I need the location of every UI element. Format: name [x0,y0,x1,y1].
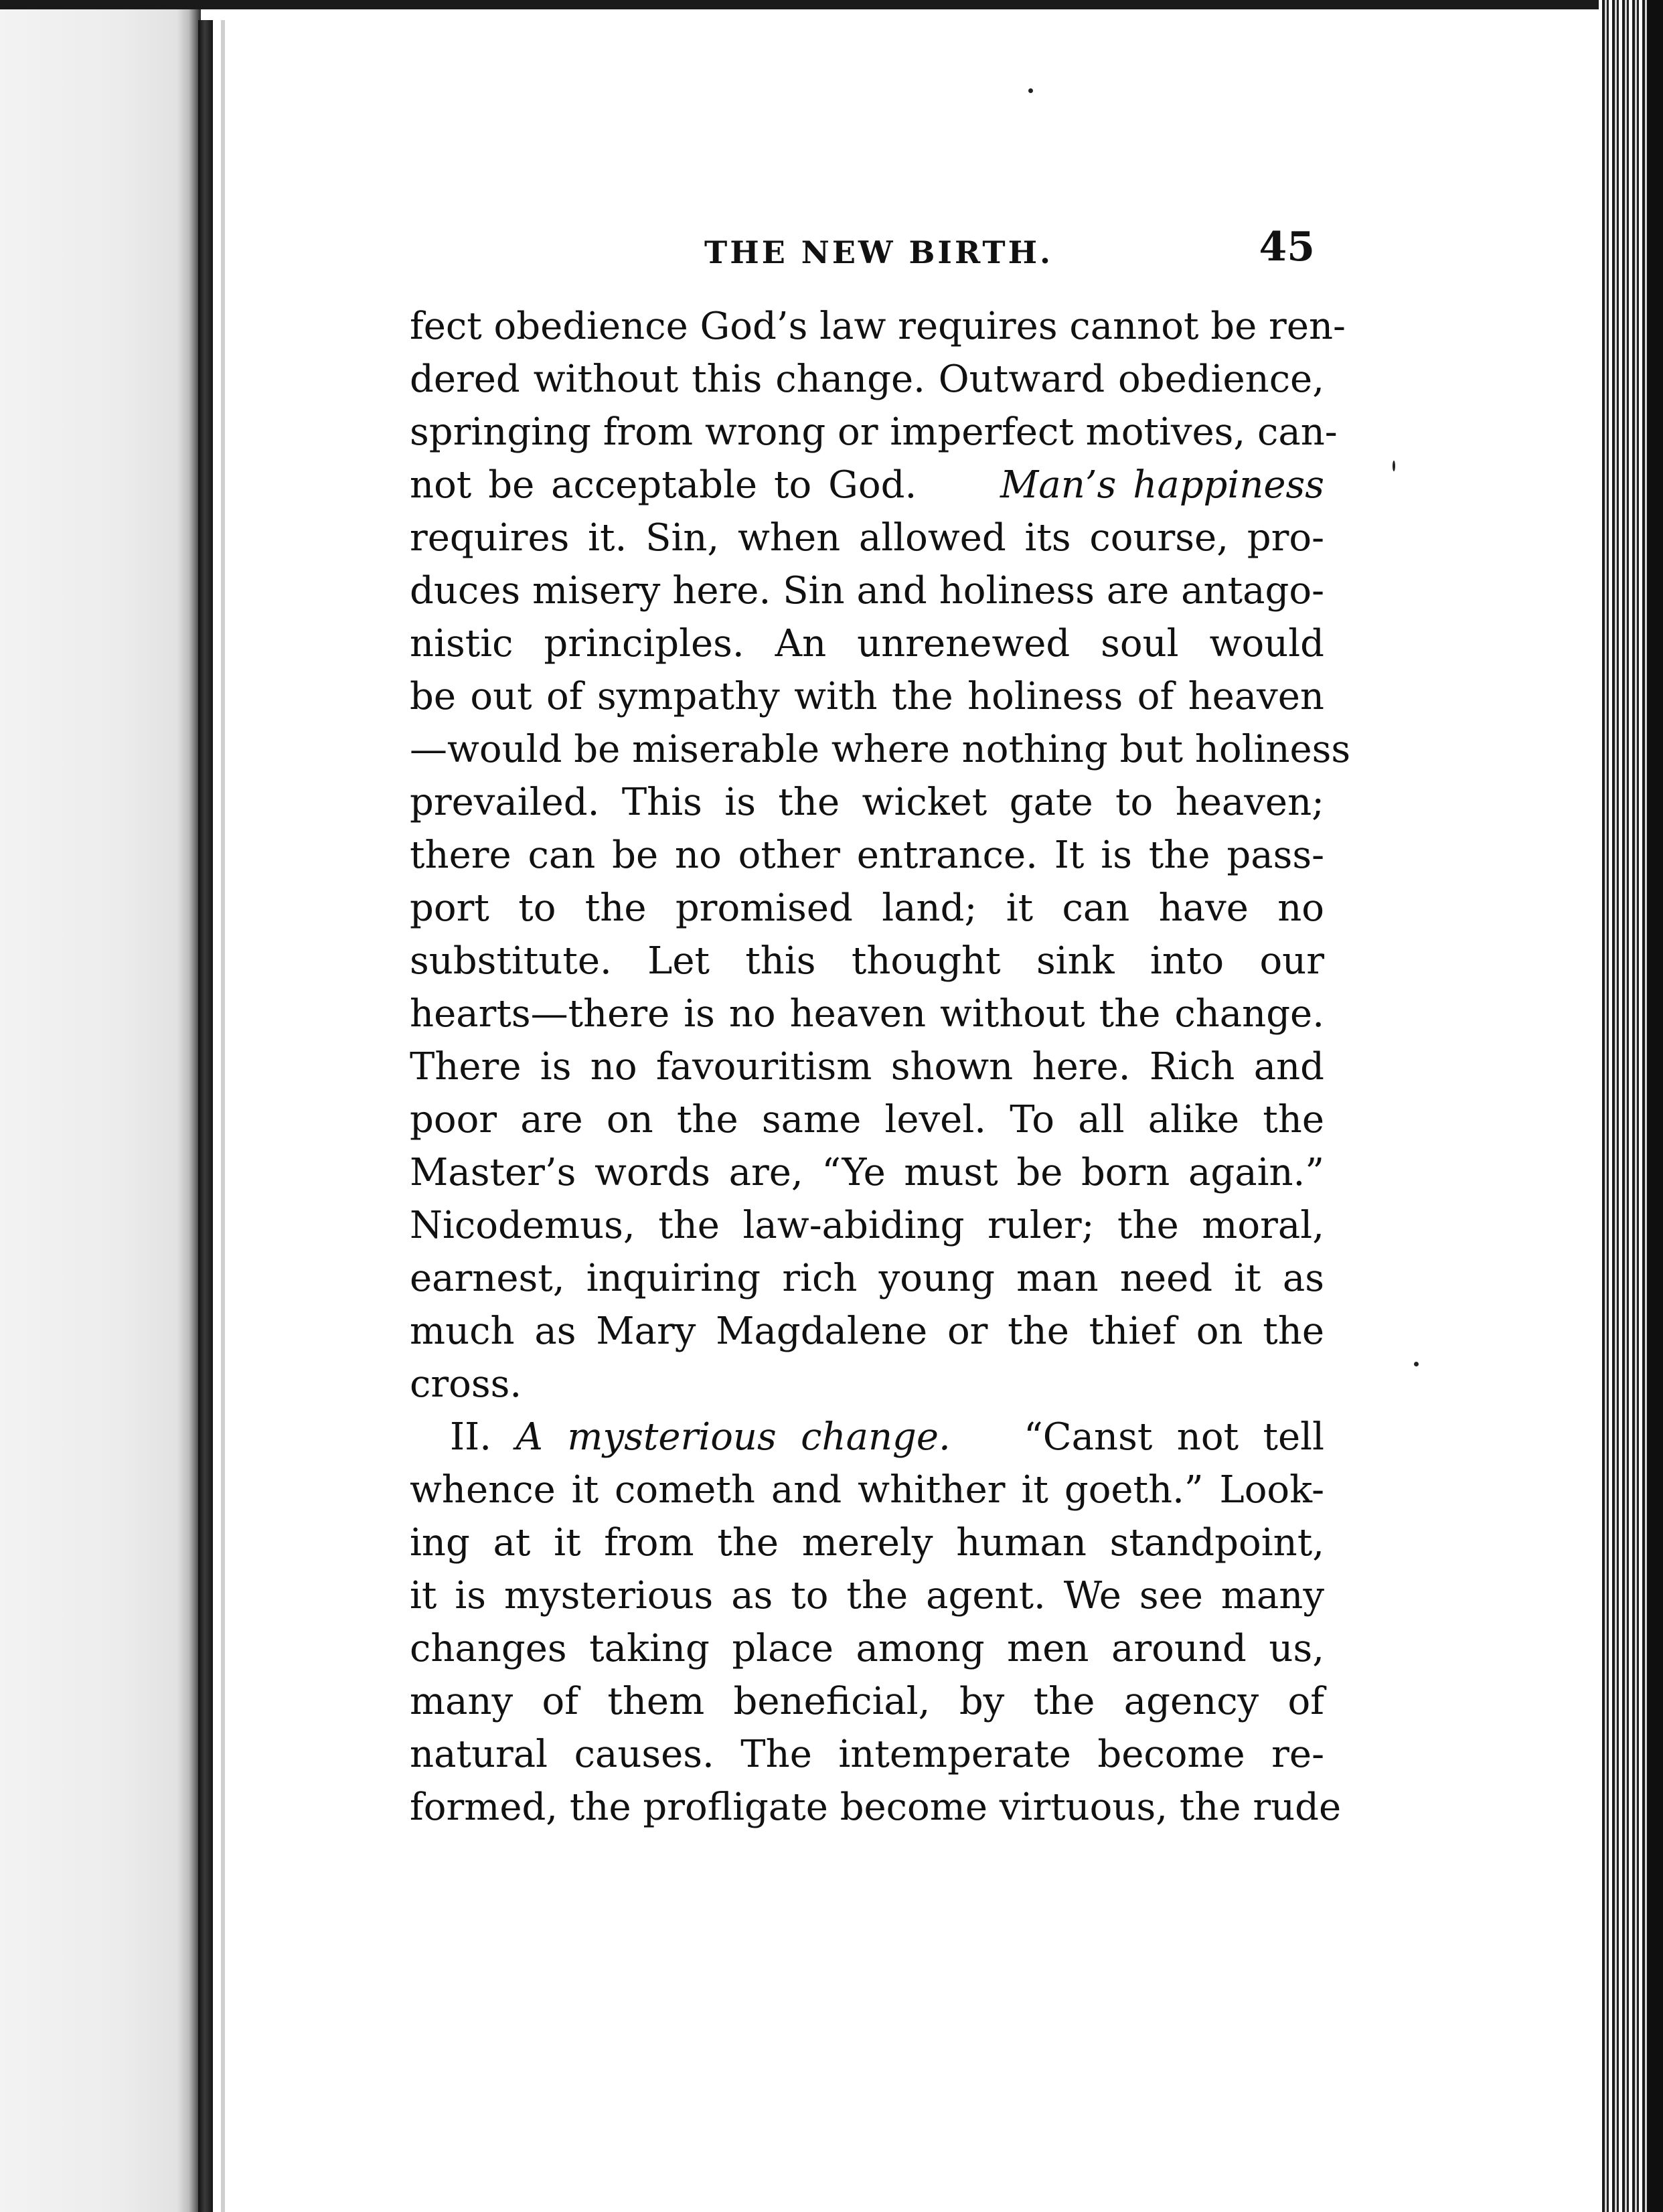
text-line: cross. [410,1362,522,1406]
text-line: requires it. Sin, when allowed its course, pro- [410,516,1324,560]
text-line: be out of sympathy with the holiness of heaven [410,675,1324,718]
scan-speck [1028,88,1033,93]
text-line: Nicodemus, the law-abiding ruler; the moral, [410,1204,1324,1247]
text-line: formed, the profligate become virtuous, the rude [410,1786,1342,1829]
text-line: natural causes. The intemperate become re- [410,1733,1324,1776]
page-edges-dark [1647,0,1663,2212]
text-line: ing at it from the merely human standpoint, [410,1521,1324,1565]
text-line: Master’s words are, “Ye must be born again.” [410,1151,1324,1194]
text-line: dered without this change. Outward obedience, [410,358,1324,401]
text-line: prevailed. This is the wicket gate to heaven; [410,781,1324,824]
section-numeral: II. [450,1415,492,1459]
book-spine-highlight [221,20,225,2212]
running-head [410,221,1324,274]
text-line [410,1411,1324,1464]
text-line [410,459,1324,511]
paragraph-1 [410,300,1351,1411]
book-spine-edge [198,20,213,2212]
text-line: port to the promised land; it can have no [410,886,1324,930]
text-line: whence it cometh and whither it goeth.” Look- [410,1468,1324,1512]
scan-speck [1414,1362,1419,1366]
paragraph-2 [410,1411,1342,1834]
text-line: substitute. Let this thought sink into our [410,939,1324,983]
scan-top-border [0,0,1663,9]
text-segment: “Canst not tell [1024,1415,1324,1459]
text-line: poor are on the same level. To all alike the [410,1098,1324,1141]
gutter-shadow [0,0,201,2212]
page-number: 45 [1259,224,1315,270]
scan-speck [1393,461,1395,471]
running-title: THE NEW BIRTH. [704,234,1054,270]
text-line: many of them beneficial, by the agency of [410,1680,1324,1723]
text-line: much as Mary Magdalene or the thief on the [410,1310,1324,1353]
text-line: it is mysterious as to the agent. We see many [410,1574,1324,1617]
text-line: changes taking place among men around us, [410,1627,1324,1670]
text-line: duces misery here. Sin and holiness are antago- [410,569,1324,613]
text-line: nistic principles. An unrenewed soul would [410,622,1324,665]
text-line: fect obedience God’s law requires cannot be ren- [410,305,1346,348]
text-line: earnest, inquiring rich young man need it as [410,1257,1324,1300]
section-heading: A mysterious change. [516,1415,951,1459]
text-line: springing from wrong or imperfect motives, can- [410,410,1338,454]
text-line: hearts—there is no heaven without the change. [410,992,1324,1036]
text-line: There is no favouritism shown here. Rich and [410,1045,1324,1089]
italic-phrase: Man’s happiness [1000,463,1325,507]
text-line: —would be miserable where nothing but holiness [410,728,1351,771]
book-page [410,221,1351,1834]
text-line: there can be no other entrance. It is the pass- [410,834,1324,877]
text-segment: not be acceptable to God. [410,463,917,507]
